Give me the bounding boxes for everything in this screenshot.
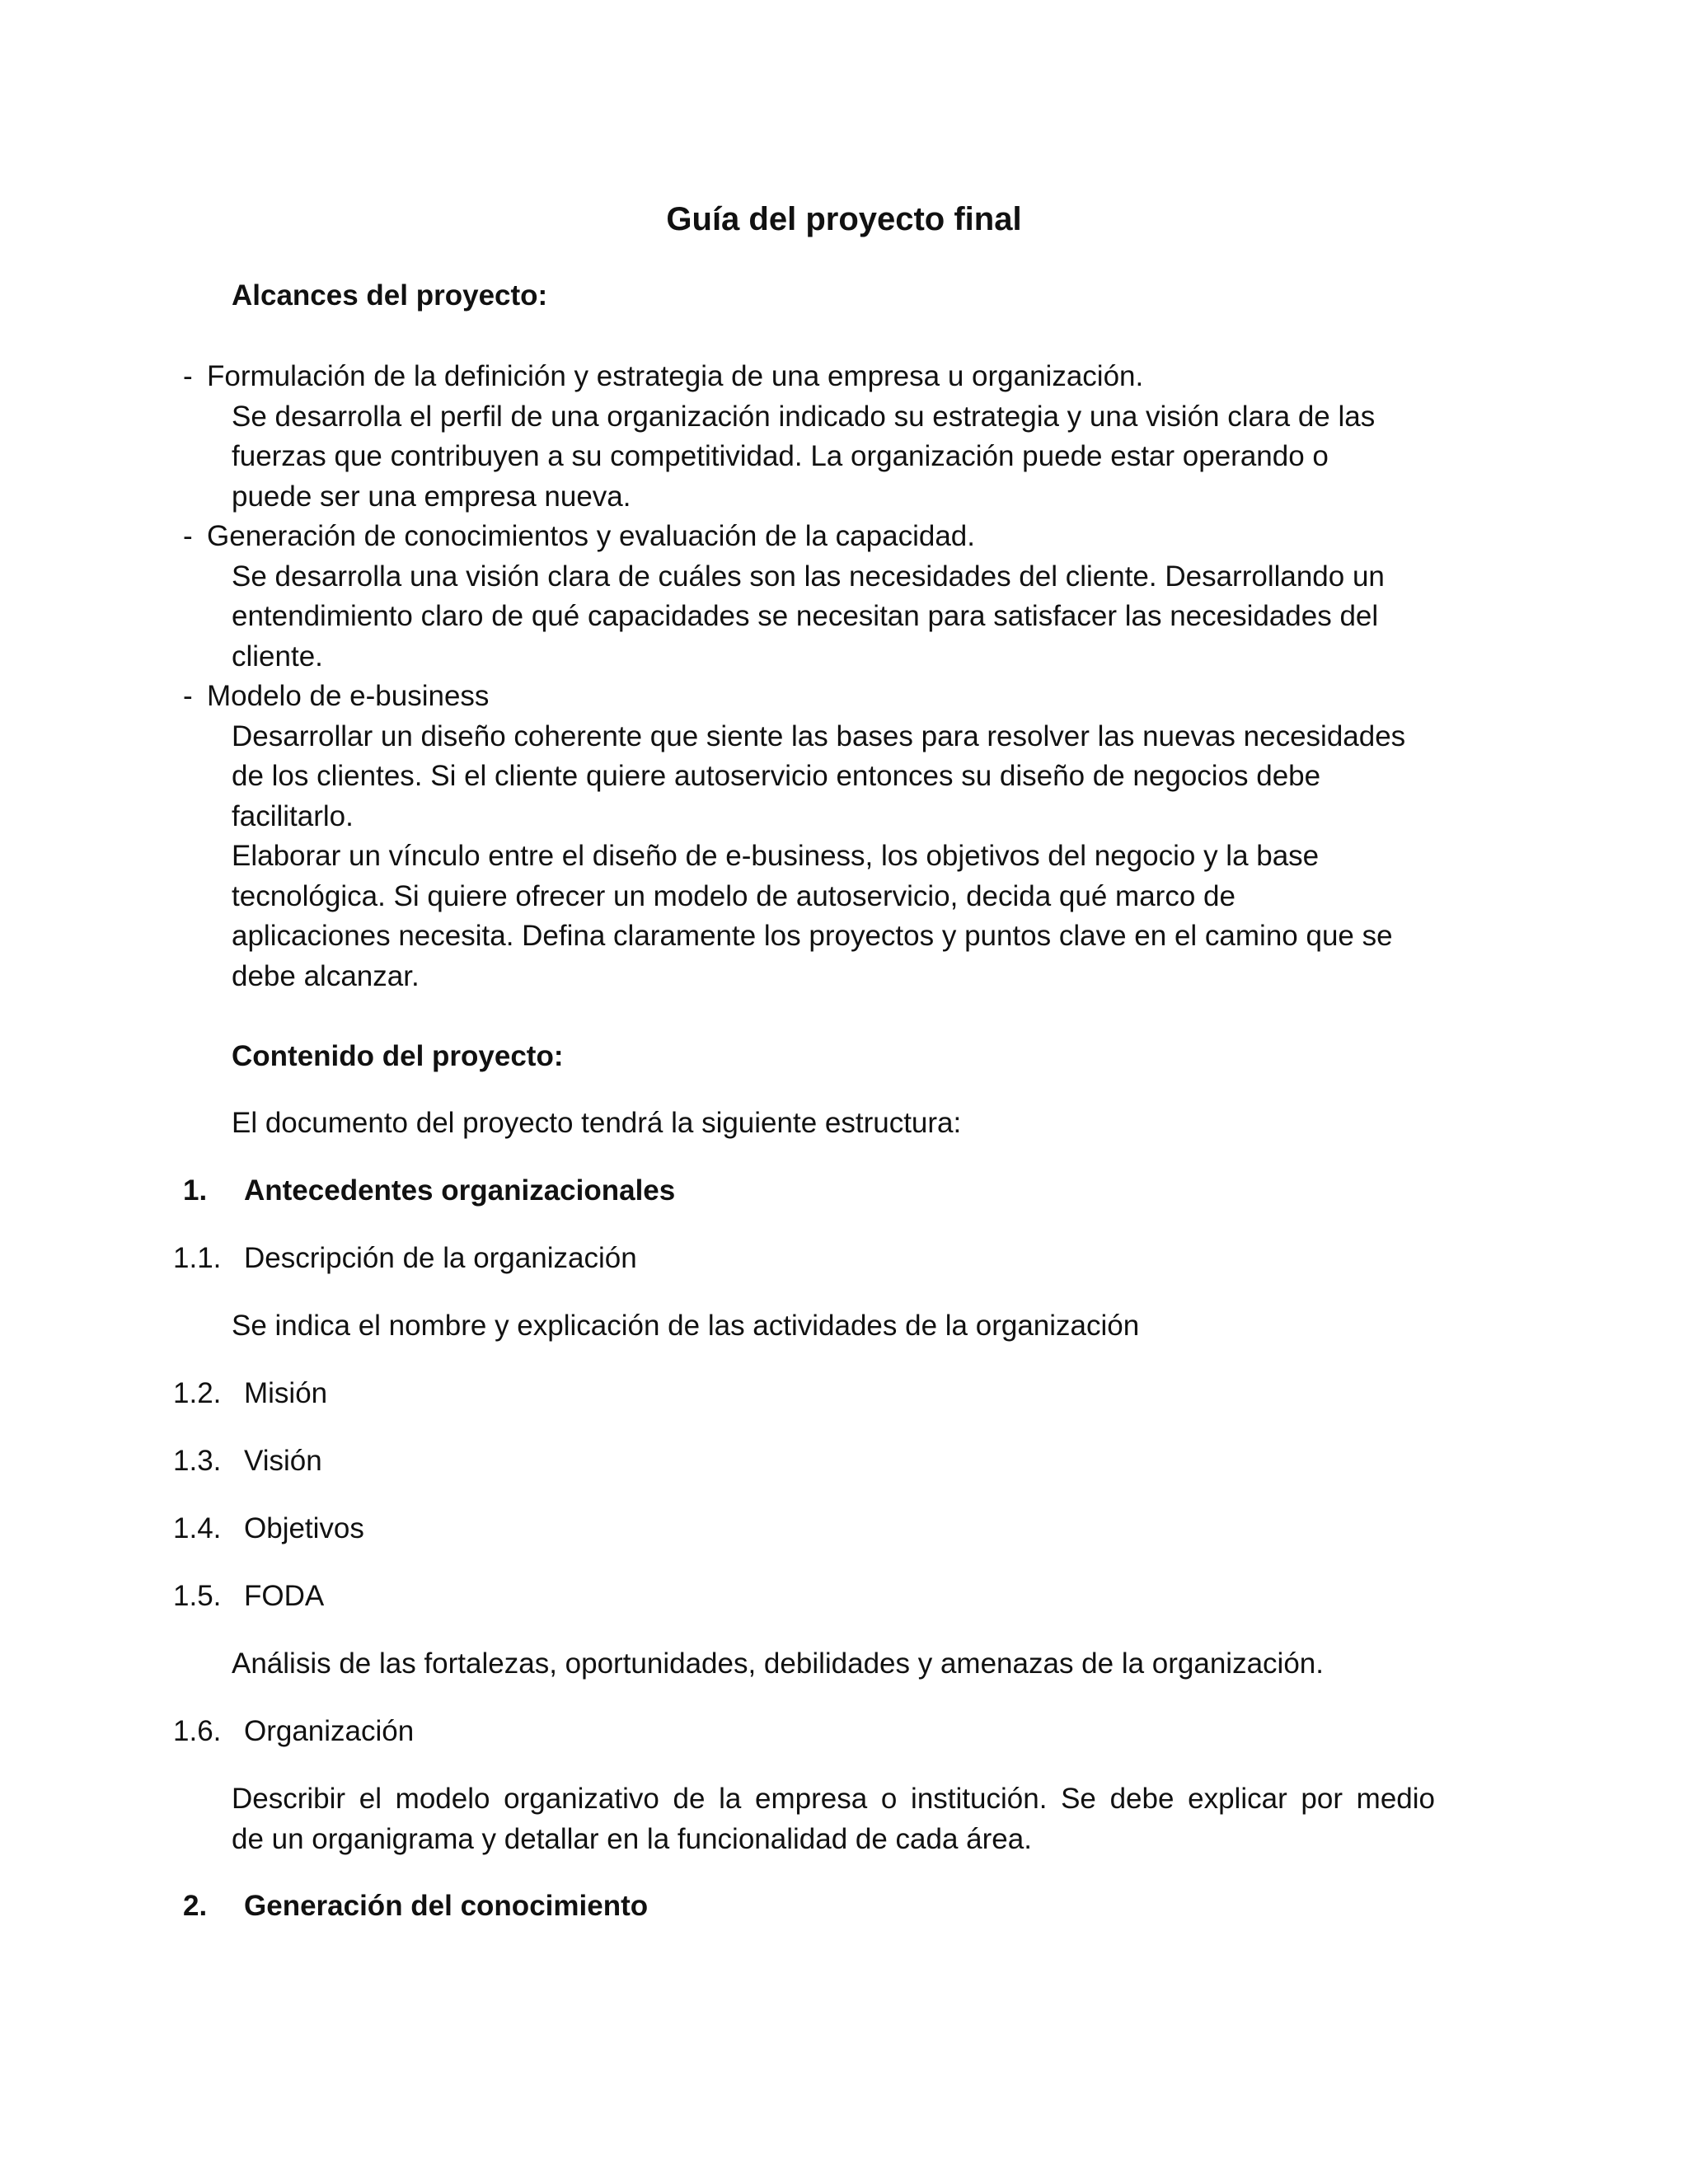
alcance-item-text: fuerzas que contribuyen a su competitividad. La organización puede estar operando o	[232, 440, 1329, 472]
subsection-number: 1.2.	[173, 1377, 222, 1409]
document-title: Guía del proyecto final	[666, 201, 1022, 237]
alcance-item-text: Se desarrolla el perfil de una organización indicado su estrategia y una visión clara de las	[232, 401, 1376, 433]
subsection-number: 1.3.	[173, 1445, 222, 1477]
alcance-item-text: entendimiento claro de qué capacidades se necesitan para satisfacer las necesidades del	[232, 600, 1379, 632]
contenido-heading: Contenido del proyecto:	[232, 1040, 564, 1072]
subsection-description: Describir el modelo organizativo de la empresa o institución. Se debe explicar por medio	[232, 1783, 1435, 1815]
subsection-title: Objetivos	[244, 1512, 364, 1544]
subsection-description: Se indica el nombre y explicación de las actividades de la organización	[232, 1310, 1140, 1342]
section-title: Generación del conocimiento	[244, 1890, 649, 1922]
subsection-number: 1.1.	[173, 1242, 222, 1274]
subsection-title: Visión	[244, 1445, 322, 1477]
bullet-marker: -	[183, 360, 193, 392]
alcance-item-label: Modelo de e-business	[207, 680, 490, 712]
subsection-number: 1.4.	[173, 1512, 222, 1544]
alcance-item-text: Elaborar un vínculo entre el diseño de e-business, los objetivos del negocio y la base	[232, 840, 1320, 872]
alcance-item-text: Desarrollar un diseño coherente que siente las bases para resolver las nuevas necesidades	[232, 720, 1406, 752]
subsection-title: Organización	[244, 1715, 415, 1747]
section-number: 1.	[183, 1174, 208, 1207]
subsection-description: Análisis de las fortalezas, oportunidades, debilidades y amenazas de la organización.	[232, 1647, 1324, 1680]
contenido-intro: El documento del proyecto tendrá la siguiente estructura:	[232, 1107, 962, 1139]
section-number: 2.	[183, 1890, 208, 1922]
subsection-title: Descripción de la organización	[244, 1242, 637, 1274]
alcance-item-text: Se desarrolla una visión clara de cuáles son las necesidades del cliente. Desarrollando un	[232, 560, 1385, 593]
bullet-marker: -	[183, 520, 193, 552]
alcance-item-label: Formulación de la definición y estrategia de una empresa u organización.	[207, 360, 1144, 392]
subsection-number: 1.5.	[173, 1580, 222, 1612]
subsection-description: de un organigrama y detallar en la funcionalidad de cada área.	[232, 1823, 1032, 1855]
alcance-item-text: de los clientes. Si el cliente quiere autoservicio entonces su diseño de negocios debe	[232, 760, 1321, 792]
subsection-number: 1.6.	[173, 1715, 222, 1747]
section-title: Antecedentes organizacionales	[244, 1174, 676, 1207]
alcance-item-text: debe alcanzar.	[232, 960, 420, 992]
alcance-item-label: Generación de conocimientos y evaluación de la capacidad.	[207, 520, 975, 552]
alcance-item-text: aplicaciones necesita. Defina claramente los proyectos y puntos clave en el camino que se	[232, 920, 1393, 952]
alcance-item-text: cliente.	[232, 640, 323, 673]
alcance-item-text: puede ser una empresa nueva.	[232, 480, 631, 513]
alcance-item-text: facilitarlo.	[232, 800, 354, 832]
alcances-heading: Alcances del proyecto:	[232, 279, 548, 312]
alcance-item-text: tecnológica. Si quiere ofrecer un modelo de autoservicio, decida qué marco de	[232, 880, 1236, 912]
subsection-title: Misión	[244, 1377, 328, 1409]
bullet-marker: -	[183, 680, 193, 712]
subsection-title: FODA	[244, 1580, 325, 1612]
